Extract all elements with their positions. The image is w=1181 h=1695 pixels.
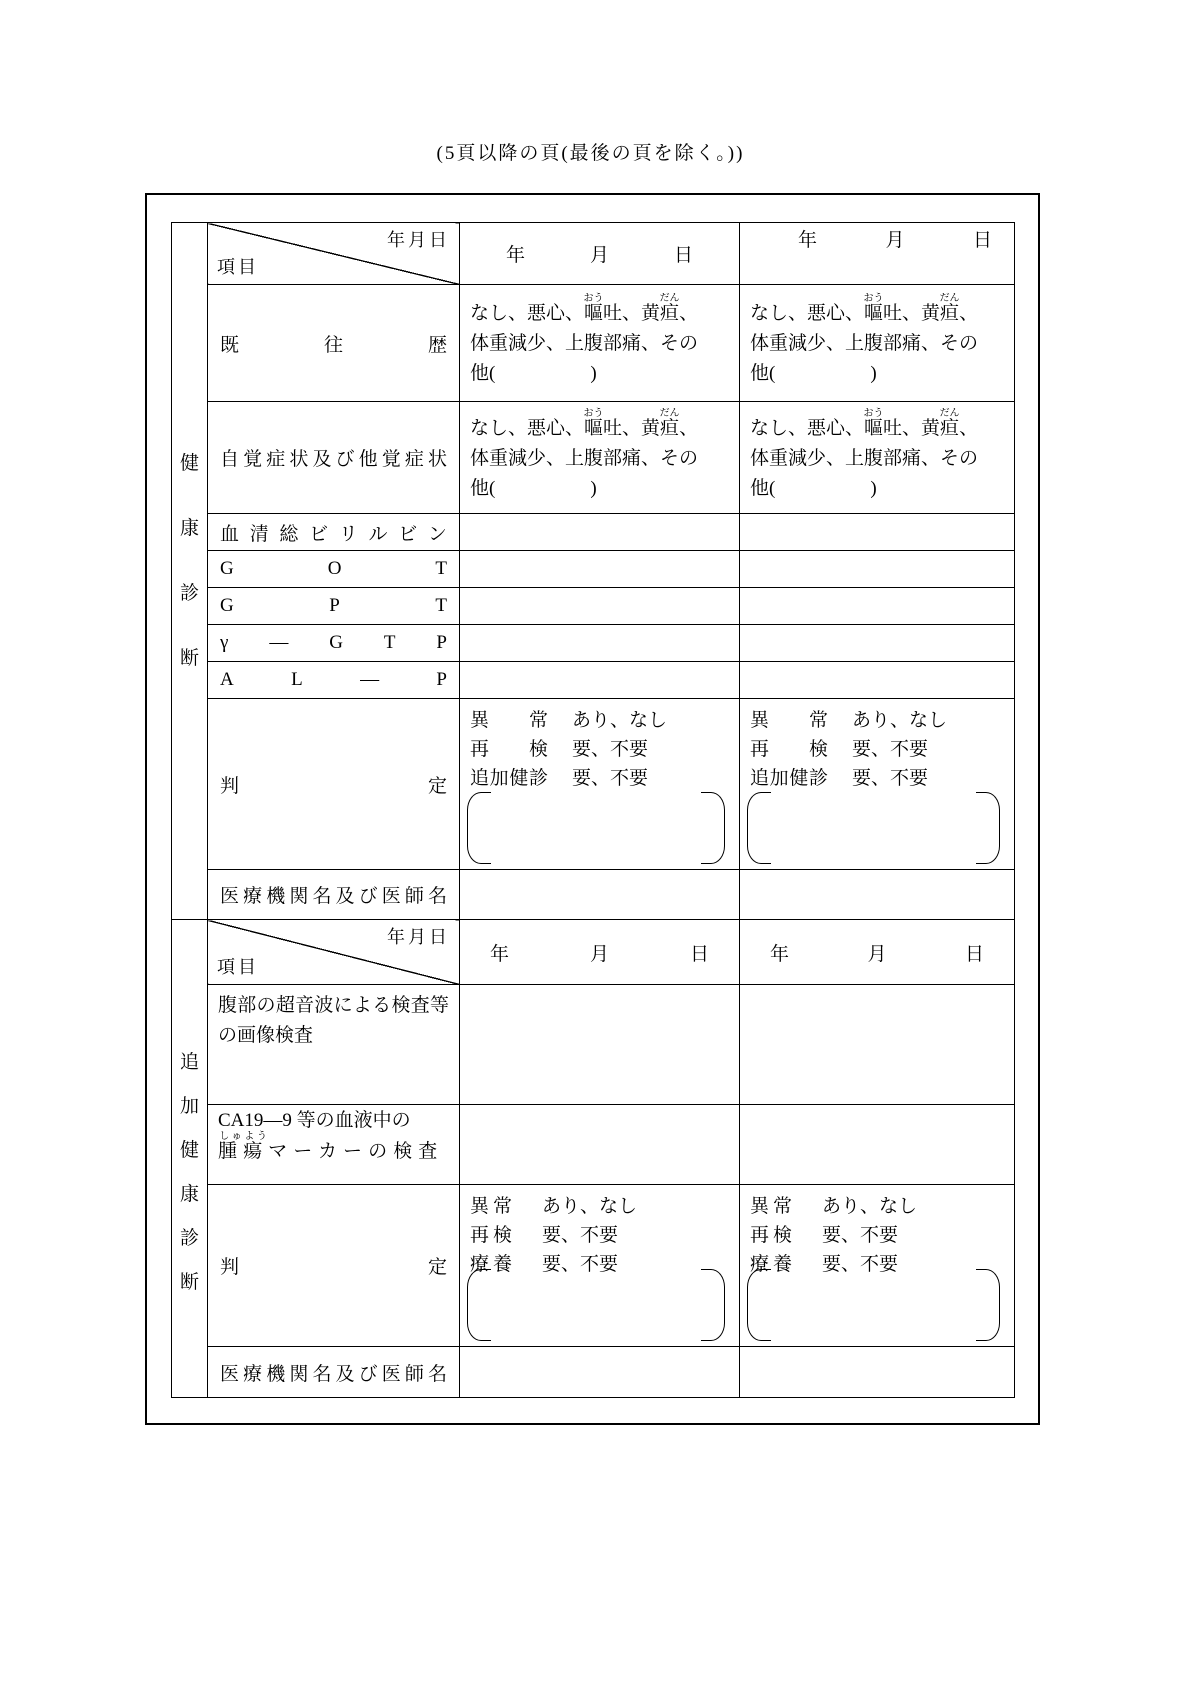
comment-bracket bbox=[467, 792, 725, 864]
institution-value-s2-col2 bbox=[740, 1347, 1015, 1398]
month-label: 月 bbox=[589, 245, 609, 266]
row-label-alp: A L ― P bbox=[208, 662, 460, 699]
symptom-options-text: なし、悪心、嘔おう吐、黄疸だん、 体重減少、上腹部痛、その 他( ) bbox=[470, 407, 699, 499]
section1-side-label: 健 康 診 断 bbox=[179, 452, 199, 669]
institution-value-s2-col1 bbox=[460, 1347, 740, 1398]
symptom-options-text: なし、悪心、嘔おう吐、黄疸だん、 体重減少、上腹部痛、その 他( ) bbox=[750, 293, 979, 384]
got-value-col2 bbox=[740, 551, 1015, 588]
year-label: 年 bbox=[490, 943, 510, 965]
page-title: (5頁以降の頁(最後の頁を除く。)) bbox=[436, 143, 745, 164]
year-label: 年 bbox=[506, 245, 526, 266]
diagonal-date-label: 年月日 bbox=[387, 927, 450, 947]
row-label-gpt: G P T bbox=[208, 588, 460, 625]
month-label: 月 bbox=[867, 943, 887, 965]
comment-bracket bbox=[747, 792, 1000, 864]
institution-value-s1-col1 bbox=[460, 870, 740, 920]
section1-date-header-col2 bbox=[740, 223, 1015, 285]
institution-value-s1-col2 bbox=[740, 870, 1015, 920]
section1-header-diagonal-cell bbox=[208, 223, 460, 285]
row-label-judgement-s1: 判 定 bbox=[208, 699, 460, 870]
section1-side-label-cell bbox=[172, 223, 208, 920]
comment-bracket bbox=[467, 1269, 725, 1341]
month-label: 月 bbox=[589, 943, 609, 965]
symptom-options-text: なし、悪心、嘔おう吐、黄疸だん、 体重減少、上腹部痛、その 他( ) bbox=[750, 407, 979, 499]
symptoms-cell-col2 bbox=[740, 402, 1015, 514]
ca199-value-col2 bbox=[740, 1105, 1015, 1185]
imaging-value-col2 bbox=[740, 985, 1015, 1105]
row-label-ca199: CA19―9 等の血液中の 腫瘍しゅようマーカーの検査 bbox=[208, 1105, 460, 1185]
outer-border-box bbox=[145, 193, 1040, 1425]
day-label: 日 bbox=[972, 230, 992, 251]
ca199-value-col1 bbox=[460, 1105, 740, 1185]
row-label-got: G O T bbox=[208, 551, 460, 588]
day-label: 日 bbox=[689, 943, 709, 965]
diagonal-item-label: 項目 bbox=[217, 257, 259, 277]
section2-date-header-col2 bbox=[740, 920, 1015, 985]
anamnesis-cell-col2 bbox=[740, 285, 1015, 402]
section2-side-label-cell bbox=[172, 920, 208, 1398]
diagonal-date-label: 年月日 bbox=[387, 230, 450, 250]
alp-value-col2 bbox=[740, 662, 1015, 699]
year-label: 年 bbox=[770, 943, 790, 965]
bilirubin-value-col2 bbox=[740, 514, 1015, 551]
judgement-cell-s2-col2: 異 常 あり、なし 再 検 要、不要 療 養 要、不要 bbox=[740, 1185, 1015, 1347]
alp-value-col1 bbox=[460, 662, 740, 699]
symptom-options-text: なし、悪心、嘔おう吐、黄疸だん、 体重減少、上腹部痛、その 他( ) bbox=[470, 293, 699, 384]
symptoms-cell-col1 bbox=[460, 402, 740, 514]
section2-header-diagonal-cell bbox=[208, 920, 460, 985]
day-label: 日 bbox=[673, 245, 693, 266]
diagonal-item-label: 項目 bbox=[217, 957, 259, 977]
got-value-col1 bbox=[460, 551, 740, 588]
section2-side-label: 追 加 健 康 診 断 bbox=[179, 1051, 199, 1293]
row-label-institution-s1: 医 療 機 関 名 及 び 医 師 名 bbox=[208, 870, 460, 920]
gpt-value-col2 bbox=[740, 588, 1015, 625]
row-label-anamnesis: 既 往 歴 bbox=[208, 285, 460, 402]
gamma-gtp-value-col1 bbox=[460, 625, 740, 662]
row-label-symptoms: 自 覚 症 状 及 び 他 覚 症 状 bbox=[208, 402, 460, 514]
judgement-cell-s2-col1: 異 常 あり、なし 再 検 要、不要 療 養 要、不要 bbox=[460, 1185, 740, 1347]
health-exam-table bbox=[171, 222, 1015, 1398]
judgement-cell-s1-col2: 異 常 あり、なし 再 検 要、不要 追 加 健 診 要、不要 bbox=[740, 699, 1015, 870]
gpt-value-col1 bbox=[460, 588, 740, 625]
year-label: 年 bbox=[798, 230, 818, 251]
row-label-institution-s2: 医 療 機 関 名 及 び 医 師 名 bbox=[208, 1347, 460, 1398]
row-label-bilirubin: 血 清 総 ビ リ ル ビ ン bbox=[208, 514, 460, 551]
section2-date-header-col1 bbox=[460, 920, 740, 985]
gamma-gtp-value-col2 bbox=[740, 625, 1015, 662]
day-label: 日 bbox=[964, 943, 984, 965]
section1-date-header-col1 bbox=[460, 223, 740, 285]
month-label: 月 bbox=[885, 230, 905, 251]
anamnesis-cell-col1 bbox=[460, 285, 740, 402]
judgement-cell-s1-col1: 異 常 あり、なし 再 検 要、不要 追 加 健 診 要、不要 bbox=[460, 699, 740, 870]
row-label-judgement-s2: 判 定 bbox=[208, 1185, 460, 1347]
row-label-gamma-gtp: γ ― G T P bbox=[208, 625, 460, 662]
imaging-value-col1 bbox=[460, 985, 740, 1105]
row-label-imaging: 腹部の超音波による検査等の画像検査 bbox=[208, 985, 460, 1105]
bilirubin-value-col1 bbox=[460, 514, 740, 551]
comment-bracket bbox=[747, 1269, 1000, 1341]
